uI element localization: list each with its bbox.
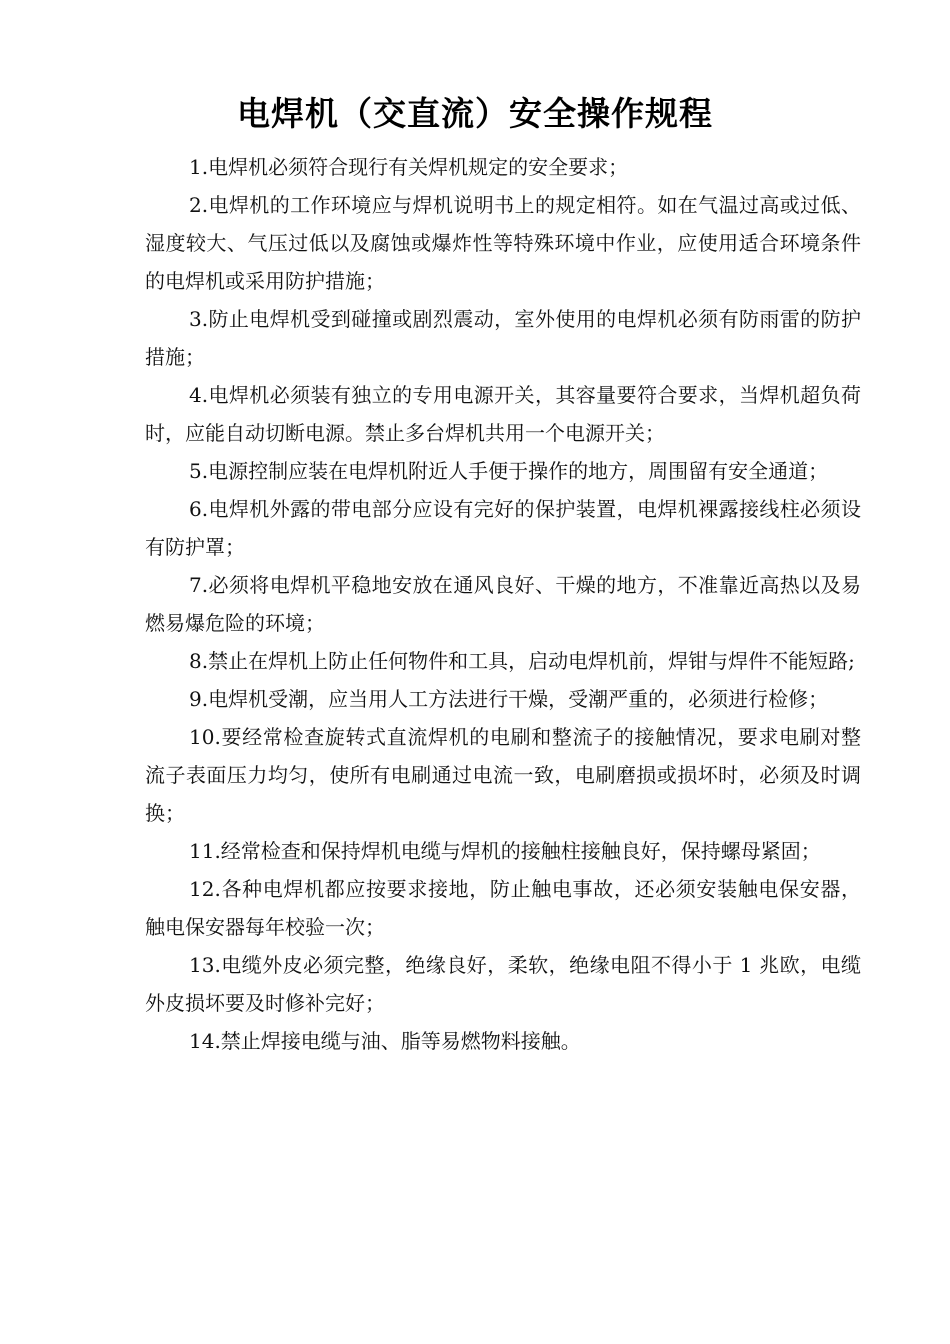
clause-11: 11.经常检查和保持焊机电缆与焊机的接触柱接触良好，保持螺母紧固； [189, 839, 821, 863]
clause-12: 12.各种电焊机都应按要求接地，防止触电事故，还必须安装触电保安器， 触电保安器每年校验一次； [145, 877, 861, 939]
clause-1: 1.电焊机必须符合现行有关焊机规定的安全要求； [189, 155, 629, 179]
document-body [145, 148, 861, 1060]
clause-8: 8.禁止在焊机上防止任何物件和工具，启动电焊机前，焊钳与焊件不能短路; [189, 649, 855, 673]
clause-4: 4.电焊机必须装有独立的专用电源开关，其容量要符合要求，当焊机超负荷 时，应能自动切断电源。禁止多台焊机共用一个电源开关； [145, 383, 861, 445]
clause-13: 13.电缆外皮必须完整，绝缘良好，柔软，绝缘电阻不得小于 1 兆欧，电缆外皮损坏要及时修补完好； [145, 953, 861, 1015]
clause-6: 6.电焊机外露的带电部分应设有完好的保护装置，电焊机裸露接线柱必须设 有防护罩； [145, 497, 861, 559]
clause-3: 3.防止电焊机受到碰撞或剧烈震动，室外使用的电焊机必须有防雨雷的防护措施； [145, 307, 861, 369]
clause-2: 2.电焊机的工作环境应与焊机说明书上的规定相符。如在气温过高或过低、 湿度较大、气压过低以及腐蚀或爆炸性等特殊环境中作业，应使用适合环境条件 的电焊机或采用防护措施； [145, 193, 861, 293]
clause-9: 9.电焊机受潮，应当用人工方法进行干燥，受潮严重的，必须进行检修； [189, 687, 829, 711]
clause-10: 10.要经常检查旋转式直流焊机的电刷和整流子的接触情况，要求电刷对整 流子表面压力均匀，使所有电刷通过电流一致，电刷磨损或损坏时，必须及时调 换； [145, 725, 861, 825]
document-title: 电焊机（交直流）安全操作规程 [237, 94, 713, 133]
clause-5: 5.电源控制应装在电焊机附近人手便于操作的地方，周围留有安全通道； [189, 459, 829, 483]
clause-14: 14.禁止焊接电缆与油、脂等易燃物料接触。 [189, 1029, 581, 1053]
clause-7: 7.必须将电焊机平稳地安放在通风良好、干燥的地方，不准靠近高热以及易 燃易爆危险的环境； [145, 573, 861, 635]
